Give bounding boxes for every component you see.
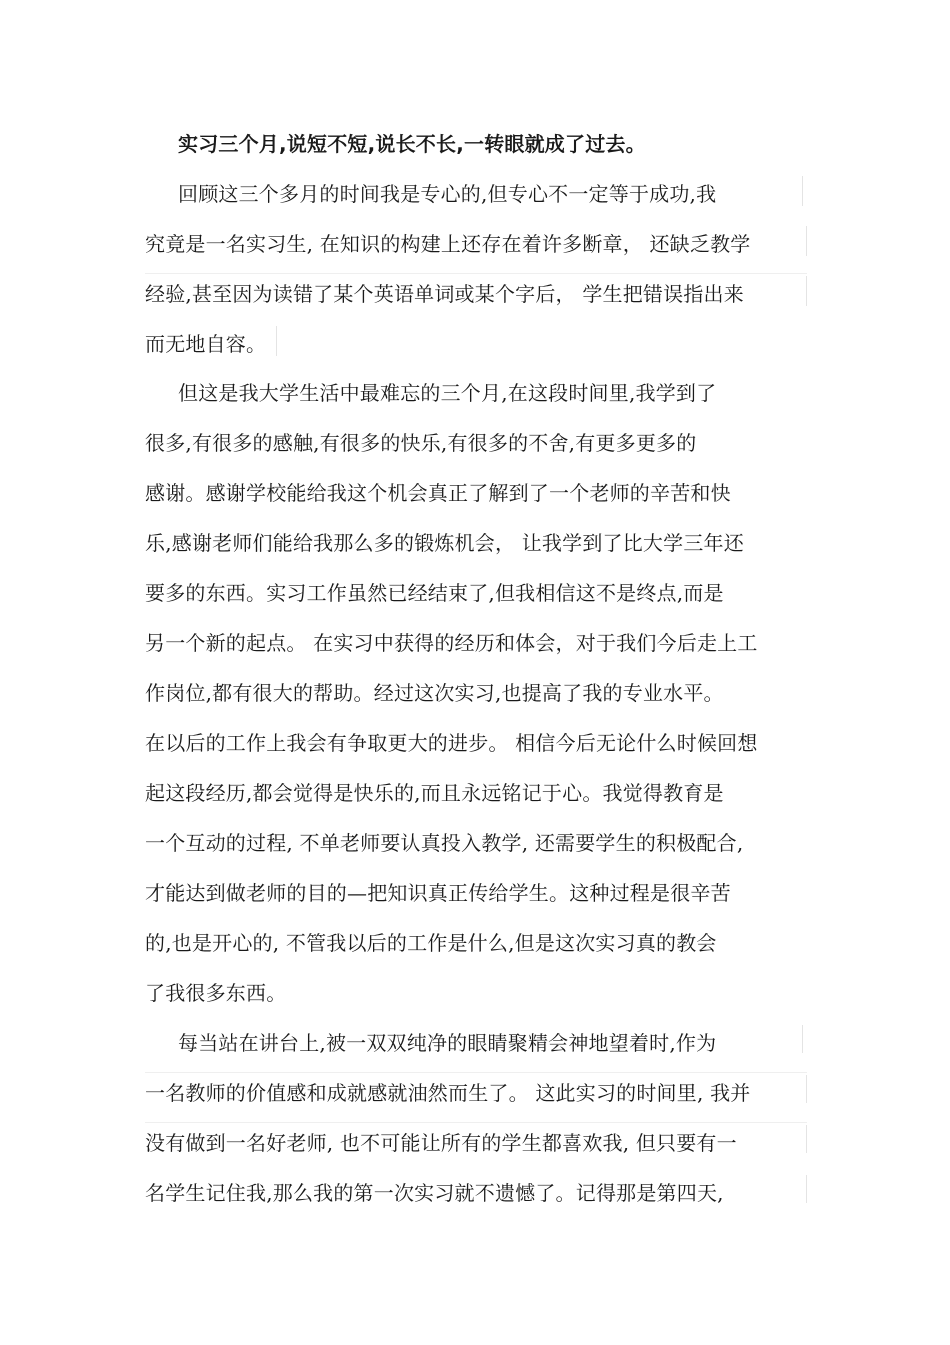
text-line-14: 起这段经历,都会觉得是快乐的,而且永远铭记于心。我觉得教育是 [145, 781, 724, 805]
text-line-6: 但这是我大学生活中最难忘的三个月,在这段时间里,我学到了 [178, 381, 717, 405]
table-rule [145, 273, 807, 274]
text-line-15: 一个互动的过程, 不单老师要认真投入教学, 还需要学生的积极配合, [145, 831, 744, 855]
text-line-18: 了我很多东西。 [145, 981, 287, 1005]
text-line-10: 要多的东西。实习工作虽然已经结束了,但我相信这不是终点,而是 [145, 581, 724, 605]
table-rule [802, 1025, 803, 1053]
table-rule [145, 1072, 807, 1073]
text-line-22: 名学生记住我,那么我的第一次实习就不遗憾了。记得那是第四天, [145, 1181, 724, 1205]
text-line-20: 一名教师的价值感和成就感就油然而生了。 这此实习的时间里, 我并 [145, 1081, 751, 1105]
table-rule [806, 276, 807, 306]
text-line-3: 究竟是一名实习生, 在知识的构建上还存在着许多断章， 还缺乏教学 [145, 232, 751, 256]
text-line-9: 乐,感谢老师们能给我那么多的锻炼机会， 让我学到了比大学三年还 [145, 531, 744, 555]
table-rule [806, 1125, 807, 1153]
text-line-17: 的,也是开心的, 不管我以后的工作是什么,但是这次实习真的教会 [145, 931, 717, 955]
text-line-8: 感谢。感谢学校能给我这个机会真正了解到了一个老师的辛苦和快 [145, 481, 731, 505]
text-line-16: 才能达到做老师的目的—把知识真正传给学生。这种过程是很辛苦 [145, 881, 731, 905]
table-rule [806, 1175, 807, 1203]
table-rule [145, 1122, 807, 1123]
text-line-19: 每当站在讲台上,被一双双纯净的眼睛聚精会神地望着时,作为 [178, 1031, 717, 1055]
text-line-4: 经验,甚至因为读错了某个英语单词或某个字后， 学生把错误指出来 [145, 282, 744, 306]
text-line-12: 作岗位,都有很大的帮助。经过这次实习,也提高了我的专业水平。 [145, 681, 724, 705]
text-line-13: 在以后的工作上我会有争取更大的进步。 相信今后无论什么时候回想 [145, 731, 758, 755]
text-line-1: 实习三个月,说短不短,说长不长,一转眼就成了过去。 [178, 132, 646, 156]
text-line-2: 回顾这三个多月的时间我是专心的,但专心不一定等于成功,我 [178, 182, 717, 206]
text-line-21: 没有做到一名好老师, 也不可能让所有的学生都喜欢我, 但只要有一 [145, 1131, 737, 1155]
table-rule [806, 1075, 807, 1103]
table-rule [802, 176, 803, 206]
table-rule [806, 226, 807, 256]
text-line-11: 另一个新的起点。 在实习中获得的经历和体会，对于我们今后走上工 [145, 631, 758, 655]
text-line-5: 而无地自容。 [145, 332, 267, 356]
text-line-7: 很多,有很多的感触,有很多的快乐,有很多的不舍,有更多更多的 [145, 431, 697, 455]
table-rule [276, 326, 277, 356]
